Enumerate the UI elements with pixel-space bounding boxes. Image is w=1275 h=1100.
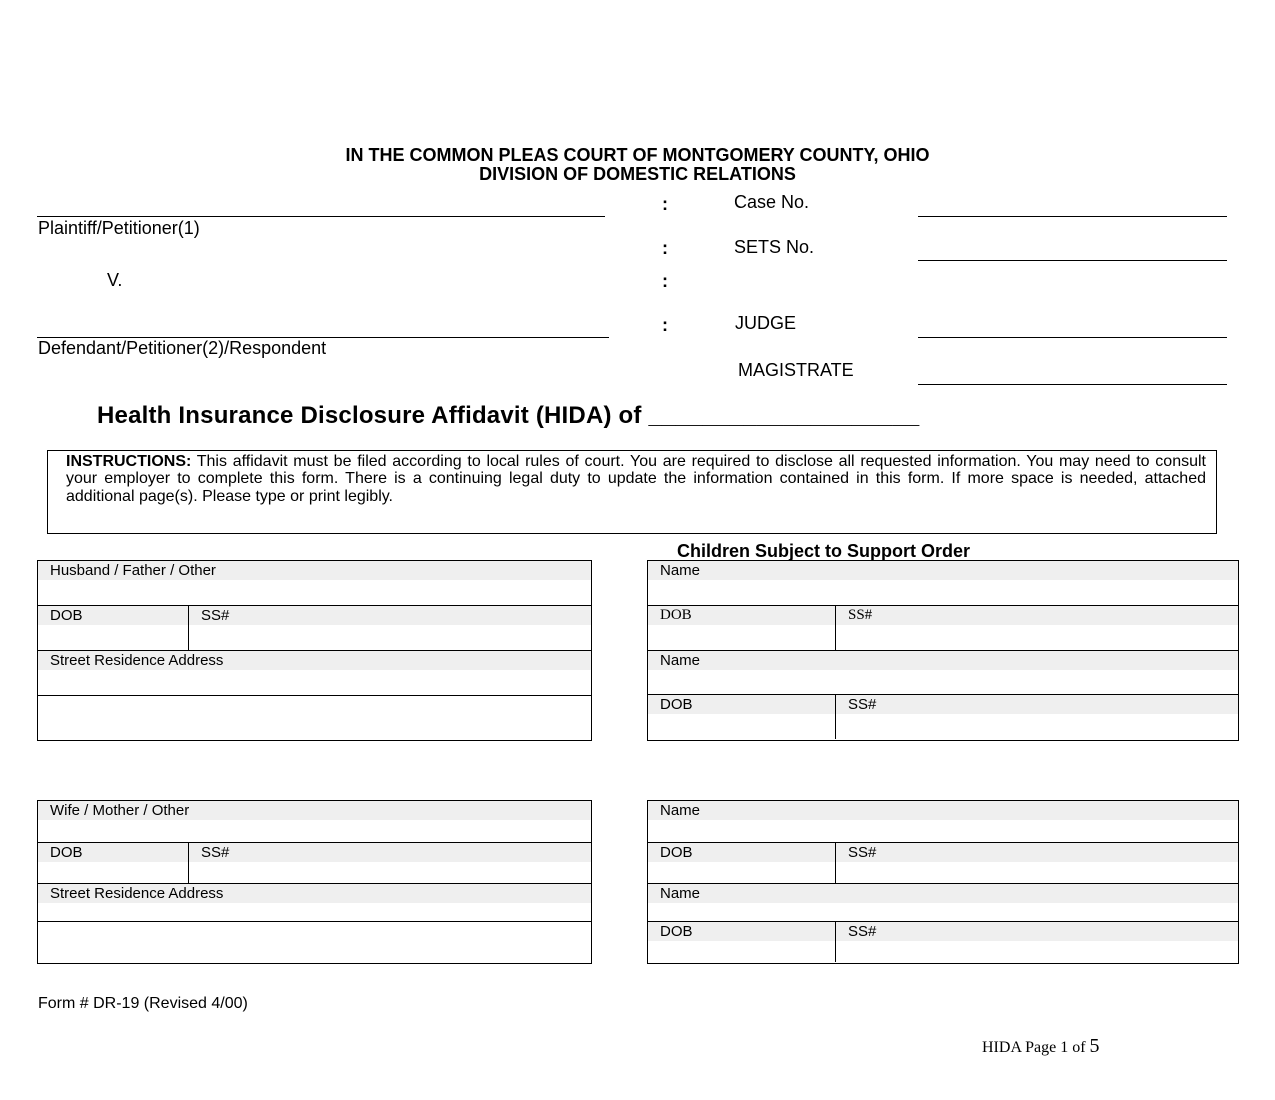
child-ss-field[interactable]	[835, 606, 1238, 650]
parent1-ss-field[interactable]	[188, 606, 591, 650]
parent2-address-field[interactable]	[38, 884, 591, 922]
parent1-address-label: Street Residence Address	[50, 652, 224, 669]
child-name-label: Name	[660, 652, 701, 669]
child-dob-label: DOB	[660, 844, 693, 861]
parent1-ss-label: SS#	[201, 607, 230, 624]
court-division: DIVISION OF DOMESTIC RELATIONS	[479, 164, 796, 184]
child-ss-field[interactable]	[835, 922, 1238, 962]
judge-label: JUDGE	[735, 313, 797, 333]
parent1-address-field[interactable]	[38, 651, 591, 696]
parent1-box	[37, 560, 592, 741]
plaintiff-name-line[interactable]	[37, 216, 605, 217]
child-dob-field[interactable]	[648, 695, 835, 739]
versus-label: V.	[107, 270, 123, 290]
parent2-ss-field[interactable]	[188, 843, 591, 883]
parent1-name-label: Husband / Father / Other	[50, 562, 216, 579]
sets-no-line[interactable]	[918, 260, 1227, 261]
instructions-text: This affidavit must be filed according to local rules of court. You are required to disclose all requested information. You may need to consult your employer to complete this form. There is a continuing legal duty to update the information contained in this form. If more space is needed, attached additional page(s). Please type or print legibly.	[66, 453, 1206, 505]
page-total: 5	[1089, 1035, 1100, 1057]
parent2-address-line2[interactable]	[38, 922, 591, 962]
child-name-field[interactable]	[648, 561, 1238, 606]
child-name-field[interactable]	[648, 651, 1238, 695]
child-name-label: Name	[660, 802, 701, 819]
judge-line[interactable]	[918, 337, 1227, 338]
case-no-line[interactable]	[918, 216, 1227, 217]
child-dob-ss-row	[648, 922, 1238, 962]
parent2-name-field[interactable]	[38, 801, 591, 843]
parent2-dob-field[interactable]	[38, 843, 188, 883]
parent1-address-line2[interactable]	[38, 696, 591, 739]
page-number	[982, 1035, 1100, 1058]
plaintiff-label: Plaintiff/Petitioner(1)	[38, 218, 200, 238]
magistrate-line[interactable]	[918, 384, 1227, 385]
child-dob-label: DOB	[660, 923, 693, 940]
child-dob-field[interactable]	[648, 843, 835, 883]
child-ss-label: SS#	[848, 607, 873, 623]
parent2-dob-ss-row	[38, 843, 591, 884]
caption-colon: :	[662, 271, 668, 291]
child-dob-label: DOB	[660, 696, 693, 713]
document-title: Health Insurance Disclosure Affidavit (HIDA) of ____________________	[97, 402, 920, 429]
parent2-address-label: Street Residence Address	[50, 885, 224, 902]
case-no-label: Case No.	[734, 192, 810, 212]
child-dob-field[interactable]	[648, 922, 835, 962]
child-ss-label: SS#	[848, 844, 877, 861]
form-number: Form # DR-19 (Revised 4/00)	[38, 995, 248, 1012]
parent1-dob-label: DOB	[50, 607, 83, 624]
parent1-dob-ss-row	[38, 606, 591, 651]
child-dob-field[interactable]	[648, 606, 835, 650]
parent2-box	[37, 800, 592, 964]
parent2-name-label: Wife / Mother / Other	[50, 802, 190, 819]
child-dob-ss-row	[648, 843, 1238, 884]
parent1-dob-field[interactable]	[38, 606, 188, 650]
magistrate-label: MAGISTRATE	[738, 360, 854, 380]
court-name: IN THE COMMON PLEAS COURT OF MONTGOMERY COUNTY, OHIO	[345, 145, 930, 165]
caption-colon: :	[662, 194, 668, 214]
child-ss-label: SS#	[848, 923, 877, 940]
child-dob-ss-row	[648, 606, 1238, 651]
page-number-prefix: HIDA Page 1 of	[982, 1039, 1086, 1056]
sets-no-label: SETS No.	[734, 237, 815, 257]
child-ss-label: SS#	[848, 696, 877, 713]
child-name-field[interactable]	[648, 801, 1238, 843]
child-ss-field[interactable]	[835, 843, 1238, 883]
children-box-1	[647, 560, 1239, 741]
parent1-name-field[interactable]	[38, 561, 591, 606]
child-ss-field[interactable]	[835, 695, 1238, 739]
instructions-heading: INSTRUCTIONS:	[66, 453, 192, 470]
children-heading: Children Subject to Support Order	[677, 541, 971, 561]
child-name-label: Name	[660, 885, 701, 902]
parent2-dob-label: DOB	[50, 844, 83, 861]
child-name-field[interactable]	[648, 884, 1238, 922]
defendant-label: Defendant/Petitioner(2)/Respondent	[38, 338, 327, 358]
children-box-2	[647, 800, 1239, 964]
parent2-ss-label: SS#	[201, 844, 230, 861]
instructions-box	[47, 450, 1217, 534]
caption-colon: :	[662, 238, 668, 258]
child-dob-label: DOB	[660, 607, 692, 623]
caption-colon: :	[662, 315, 668, 335]
child-dob-ss-row	[648, 695, 1238, 739]
child-name-label: Name	[660, 562, 701, 579]
